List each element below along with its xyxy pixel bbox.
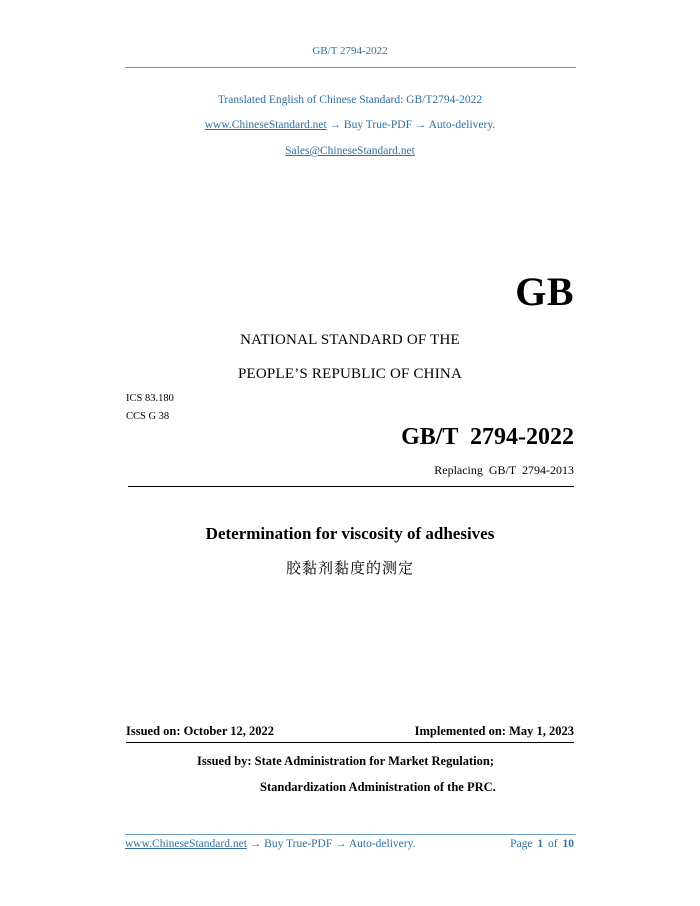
- header-divider: [125, 67, 576, 68]
- national-standard-line-1: NATIONAL STANDARD OF THE: [240, 332, 460, 348]
- issued-by-line-1: Issued by: State Administration for Market Regulation;: [197, 754, 494, 768]
- page-word: Page: [510, 838, 533, 850]
- promo-buy-line: [0, 119, 700, 131]
- promo-email-line: [0, 145, 700, 157]
- ics-code: ICS 83.180: [126, 393, 174, 404]
- promo-translation-note: Translated English of Chinese Standard: GB/T2794-2022: [217, 94, 483, 106]
- title-english: Determination for viscosity of adhesives: [205, 524, 495, 543]
- footer-divider: [125, 834, 576, 835]
- implemented-date: Implemented on: May 1, 2023: [414, 724, 574, 738]
- footer-promo: [125, 838, 415, 850]
- running-header: GB/T 2794-2022: [312, 45, 388, 57]
- page-indicator: [510, 838, 574, 850]
- national-standard-line-2: PEOPLE’S REPUBLIC OF CHINA: [238, 366, 462, 382]
- footer-website-link[interactable]: www.ChineseStandard.net: [125, 838, 247, 850]
- ccs-code: CCS G 38: [126, 411, 170, 422]
- gb-logo: GB: [515, 269, 574, 314]
- issued-by-line-2: Standardization Administration of the PRC.: [260, 780, 496, 794]
- page-total: 10: [562, 838, 574, 850]
- title-chinese: 胶黏剂黏度的测定: [285, 559, 414, 577]
- email-link[interactable]: Sales@ChineseStandard.net: [285, 145, 415, 157]
- dates-divider: [126, 742, 574, 743]
- title-divider: [128, 486, 574, 487]
- of-word: of: [548, 838, 558, 850]
- page-current: 1: [537, 838, 544, 850]
- footer-promo-text: → Buy True-PDF → Auto-delivery.: [246, 838, 416, 850]
- issued-date: Issued on: October 12, 2022: [126, 724, 275, 738]
- standard-number: GB/T 2794-2022: [401, 424, 574, 450]
- promo-buy-text: → Buy True-PDF → Auto-delivery.: [326, 119, 496, 131]
- replacing-note: Replacing GB/T 2794-2013: [434, 463, 574, 477]
- website-link[interactable]: www.ChineseStandard.net: [204, 119, 327, 131]
